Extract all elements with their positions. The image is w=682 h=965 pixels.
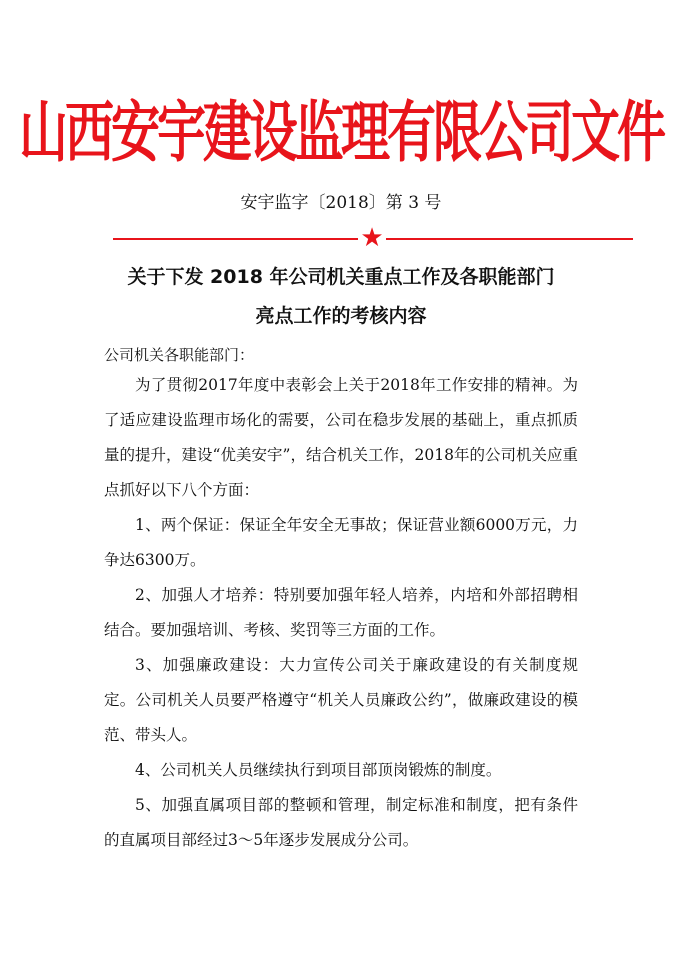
paragraph-item-5: 5、加强直属项目部的整顿和管理，制定标准和制度，把有条件的直属项目部经过3～5年逐步发展成分公司。: [104, 796, 578, 849]
paragraph-item-1: 1、两个保证：保证全年安全无事故；保证营业额6000万元，力争达6300万。: [104, 516, 578, 569]
document-title-line-1: 关于下发 2018 年公司机关重点工作及各职能部门: [127, 266, 555, 288]
paragraph-item-3: 3、加强廉政建设：大力宣传公司关于廉政建设的有关制度规定。公司机关人员要严格遵守“机关人员廉政公约”，做廉政建设的模范、带头人。: [104, 656, 578, 744]
paragraph-intro: 为了贯彻2017年度中表彰会上关于2018年工作安排的精神。为了适应建设监理市场化的需要，公司在稳步发展的基础上，重点抓质量的提升，建设“优美安宇”，结合机关工作，2018年的公司机关应重点抓好以下八个方面：: [104, 376, 578, 499]
document-number: 安宇监字〔2018〕第 3 号: [240, 193, 442, 213]
paragraph-item-4: 4、公司机关人员继续执行到项目部顶岗锻炼的制度。: [135, 761, 502, 779]
body-text: [104, 368, 578, 858]
red-divider-left: [113, 238, 358, 240]
paragraph-item-2: 2、加强人才培养：特别要加强年轻人培养，内培和外部招聘相结合。要加强培训、考核、奖罚等三方面的工作。: [104, 586, 578, 639]
org-red-header: 山西安宇建设监理有限公司文件: [18, 92, 663, 172]
star-icon: ★: [360, 223, 384, 253]
document-title-line-2: 亮点工作的考核内容: [255, 305, 427, 327]
salutation: 公司机关各职能部门：: [104, 346, 255, 364]
red-divider-right: [386, 238, 633, 240]
